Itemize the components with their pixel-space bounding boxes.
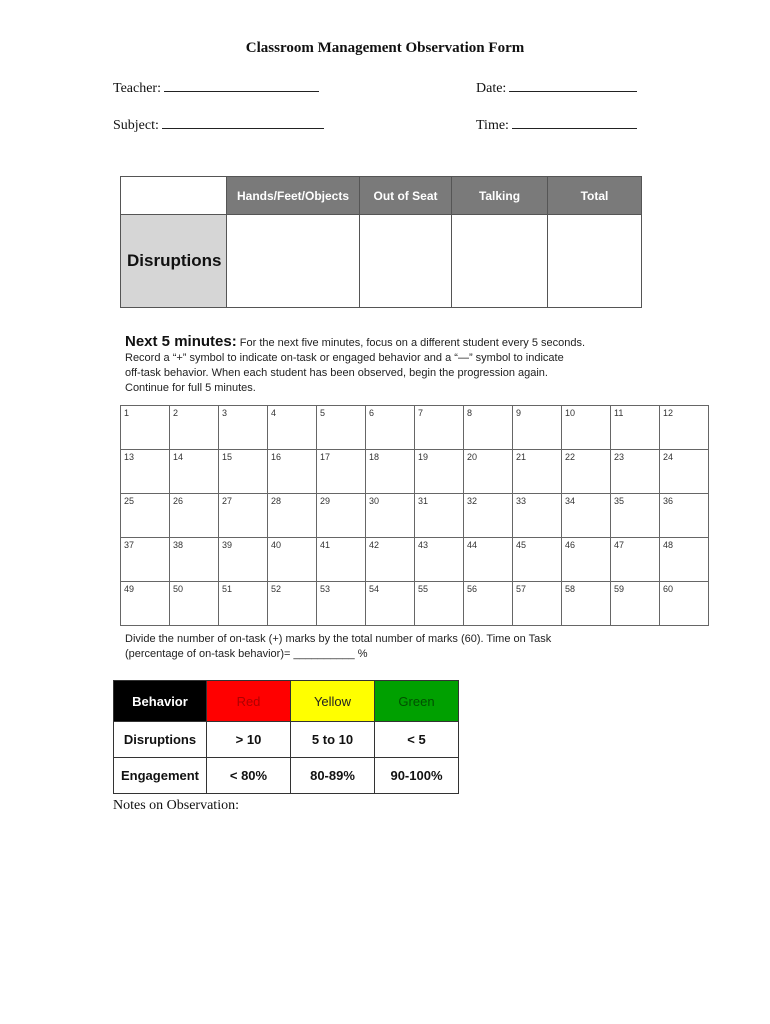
grid-cell[interactable]: 54 <box>366 582 415 626</box>
grid-cell[interactable]: 34 <box>562 494 611 538</box>
key-cell-yellow: 5 to 10 <box>291 722 375 758</box>
disruptions-row <box>121 215 642 308</box>
grid-cell[interactable]: 29 <box>317 494 366 538</box>
behavior-key-table <box>113 680 459 794</box>
instructions-line4: Continue for full 5 minutes. <box>125 382 256 394</box>
subject-blank[interactable] <box>162 116 324 129</box>
observation-grid <box>120 405 709 626</box>
grid-cell[interactable]: 49 <box>121 582 170 626</box>
grid-cell[interactable]: 22 <box>562 450 611 494</box>
grid-cell[interactable]: 48 <box>660 538 709 582</box>
date-label: Date: <box>476 81 507 96</box>
instructions <box>125 334 645 396</box>
subject-field[interactable] <box>113 116 324 134</box>
grid-cell[interactable]: 27 <box>219 494 268 538</box>
grid-cell[interactable]: 46 <box>562 538 611 582</box>
disruptions-corner-cell <box>121 177 227 215</box>
instructions-line3: off-task behavior. When each student has been observed, begin the progression again. <box>125 367 548 379</box>
grid-cell[interactable]: 43 <box>415 538 464 582</box>
key-row-disruptions <box>114 722 459 758</box>
grid-cell[interactable]: 38 <box>170 538 219 582</box>
key-cell-green: 90-100% <box>375 758 459 794</box>
disruptions-row-label: Disruptions <box>121 215 227 308</box>
grid-cell[interactable]: 44 <box>464 538 513 582</box>
date-blank[interactable] <box>509 79 637 92</box>
column-total: Total <box>548 177 642 215</box>
grid-row <box>121 450 709 494</box>
grid-cell[interactable]: 23 <box>611 450 660 494</box>
grid-cell[interactable]: 28 <box>268 494 317 538</box>
grid-cell[interactable]: 20 <box>464 450 513 494</box>
grid-cell[interactable]: 14 <box>170 450 219 494</box>
divide-line1: Divide the number of on-task (+) marks by the total number of marks (60). Time on Task <box>125 633 552 645</box>
grid-cell[interactable]: 1 <box>121 406 170 450</box>
grid-cell[interactable]: 12 <box>660 406 709 450</box>
grid-cell[interactable]: 18 <box>366 450 415 494</box>
grid-cell[interactable]: 53 <box>317 582 366 626</box>
grid-cell[interactable]: 19 <box>415 450 464 494</box>
grid-cell[interactable]: 5 <box>317 406 366 450</box>
grid-cell[interactable]: 10 <box>562 406 611 450</box>
grid-row <box>121 494 709 538</box>
grid-cell[interactable]: 40 <box>268 538 317 582</box>
grid-cell[interactable]: 25 <box>121 494 170 538</box>
grid-cell[interactable]: 21 <box>513 450 562 494</box>
subject-label: Subject: <box>113 118 159 133</box>
key-header-red: Red <box>207 681 291 722</box>
teacher-blank[interactable] <box>164 79 319 92</box>
key-cell-yellow: 80-89% <box>291 758 375 794</box>
grid-row <box>121 538 709 582</box>
grid-cell[interactable]: 8 <box>464 406 513 450</box>
column-talking: Talking <box>452 177 548 215</box>
grid-cell[interactable]: 3 <box>219 406 268 450</box>
grid-cell[interactable]: 32 <box>464 494 513 538</box>
key-cell-green: < 5 <box>375 722 459 758</box>
grid-cell[interactable]: 4 <box>268 406 317 450</box>
key-cell-red: > 10 <box>207 722 291 758</box>
grid-cell[interactable]: 30 <box>366 494 415 538</box>
grid-cell[interactable]: 15 <box>219 450 268 494</box>
time-label: Time: <box>476 118 509 133</box>
grid-cell[interactable]: 24 <box>660 450 709 494</box>
key-cell-red: < 80% <box>207 758 291 794</box>
disruptions-header-row <box>121 177 642 215</box>
instructions-line1: For the next five minutes, focus on a different student every 5 seconds. <box>236 337 586 349</box>
time-field[interactable] <box>476 116 637 134</box>
key-row-label: Engagement <box>114 758 207 794</box>
key-row-label: Disruptions <box>114 722 207 758</box>
key-header-green: Green <box>375 681 459 722</box>
instructions-lead: Next 5 minutes: <box>125 333 237 350</box>
grid-cell[interactable]: 42 <box>366 538 415 582</box>
instructions-line2: Record a “+” symbol to indicate on-task or engaged behavior and a “—” symbol to indicate <box>125 352 564 364</box>
time-on-task-instructions <box>125 632 645 662</box>
grid-cell[interactable]: 39 <box>219 538 268 582</box>
grid-cell[interactable]: 36 <box>660 494 709 538</box>
grid-cell[interactable]: 51 <box>219 582 268 626</box>
grid-cell[interactable]: 41 <box>317 538 366 582</box>
grid-cell[interactable]: 58 <box>562 582 611 626</box>
key-header-row <box>114 681 459 722</box>
grid-cell[interactable]: 56 <box>464 582 513 626</box>
grid-cell[interactable]: 11 <box>611 406 660 450</box>
grid-cell[interactable]: 16 <box>268 450 317 494</box>
grid-row <box>121 582 709 626</box>
key-header-yellow: Yellow <box>291 681 375 722</box>
grid-cell[interactable]: 57 <box>513 582 562 626</box>
grid-cell[interactable]: 26 <box>170 494 219 538</box>
grid-cell[interactable]: 47 <box>611 538 660 582</box>
time-blank[interactable] <box>512 116 637 129</box>
column-out-of-seat: Out of Seat <box>360 177 452 215</box>
grid-cell[interactable]: 37 <box>121 538 170 582</box>
teacher-label: Teacher: <box>113 81 161 96</box>
grid-cell[interactable]: 45 <box>513 538 562 582</box>
notes-label: Notes on Observation: <box>113 798 239 813</box>
grid-cell[interactable]: 17 <box>317 450 366 494</box>
talking-cell[interactable] <box>452 215 548 308</box>
grid-cell[interactable]: 7 <box>415 406 464 450</box>
grid-cell[interactable]: 9 <box>513 406 562 450</box>
grid-cell[interactable]: 31 <box>415 494 464 538</box>
grid-cell[interactable]: 59 <box>611 582 660 626</box>
grid-cell[interactable]: 35 <box>611 494 660 538</box>
grid-row <box>121 406 709 450</box>
key-header-behavior: Behavior <box>114 681 207 722</box>
grid-cell[interactable]: 50 <box>170 582 219 626</box>
key-row-engagement <box>114 758 459 794</box>
grid-cell[interactable]: 6 <box>366 406 415 450</box>
date-field[interactable] <box>476 79 637 97</box>
grid-cell[interactable]: 2 <box>170 406 219 450</box>
divide-line2: (percentage of on-task behavior)= __________ % <box>125 648 368 660</box>
out-of-seat-cell[interactable] <box>360 215 452 308</box>
grid-cell[interactable]: 52 <box>268 582 317 626</box>
grid-cell[interactable]: 60 <box>660 582 709 626</box>
grid-cell[interactable]: 33 <box>513 494 562 538</box>
hands-feet-objects-cell[interactable] <box>227 215 360 308</box>
grid-cell[interactable]: 55 <box>415 582 464 626</box>
teacher-field[interactable] <box>113 79 319 97</box>
disruptions-table <box>120 176 642 308</box>
total-cell[interactable] <box>548 215 642 308</box>
form-title: Classroom Management Observation Form <box>245 40 525 56</box>
grid-cell[interactable]: 13 <box>121 450 170 494</box>
column-hands-feet-objects: Hands/Feet/Objects <box>227 177 360 215</box>
